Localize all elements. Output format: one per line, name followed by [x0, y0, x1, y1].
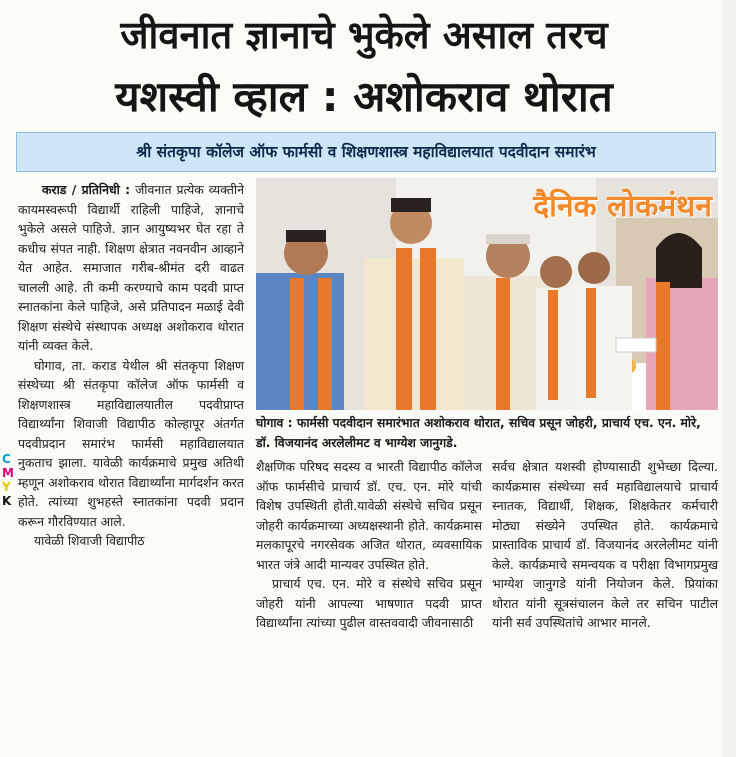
reg-mark-m: M	[2, 466, 14, 480]
article-column-3	[492, 457, 718, 633]
reg-mark-y: Y	[2, 480, 11, 494]
paragraph: यावेळी शिवाजी विद्यापीठ	[34, 533, 145, 548]
reg-mark-c: C	[2, 452, 11, 466]
reg-mark-k: K	[2, 494, 12, 508]
headline	[0, 4, 728, 128]
article-column-1	[18, 180, 244, 551]
article-column-2	[256, 457, 482, 633]
event-photo	[256, 178, 718, 410]
paragraph: शैक्षणिक परिषद सदस्य व भारती विद्यापीठ कॉलेज ऑफ फार्मसीचे प्राचार्य डॉ. एच. एन. मोरे यांची विशेष उपस्थिती होती.यावेळी संस्थेचे सचिव प्रसून जोहरी कार्यक्रमाच्या अध्यक्षस्थानी होते. कार्यक्रमास मलकापूरचे नगरसेवक अजित थोरात, व्यवसायिक भारत जंत्रे आदी मान्यवर उपस्थित होते.	[256, 459, 482, 572]
dateline: कराड / प्रतिनिधी :	[42, 182, 131, 197]
paragraph: सर्वच क्षेत्रात यशस्वी होण्यासाठी शुभेच्छा दिल्या. कार्यक्रमास संस्थेच्या सर्व महाविद्यालयाचे प्राचार्य स्नातक, विद्यार्थी, शिक्षक, शिक्षकेतर कर्मचारी मोठ्या संख्येने उपस्थित होते. कार्यक्रमाचे प्रास्ताविक प्राचार्य डॉ. विजयानंद अरलेलीमट यांनी केले. कार्यक्रमाचे समन्वयक व परीक्षा विभागप्रमुख भाग्येश जानुगडे यांनी नियोजन केले. प्रियांका थोरात यांनी सूत्रसंचालन केले तर सचिन पाटील यांनी सर्व उपस्थितांचे आभार मानले.	[492, 459, 718, 630]
paragraph: जीवनात प्रत्येक व्यक्तीने कायमस्वरूपी विद्यार्थी राहिली पाहिजे, ज्ञानाचे भुकेले असले पाहिजे. ज्ञान आयुष्यभर घेत रहा ते कधीच संपत नाही. शिक्षण क्षेत्रात नवनवीन आव्हाने येत आहेत. समाजात गरीब-श्रीमंत दरी वाढत चालली आहे. ती कमी करण्याचे काम पदवी प्राप्त स्नातकांना केले पाहिजे, असे प्रतिपादन मळाई देवी शिक्षण संस्थेचे संस्थापक अध्यक्ष अशोकराव थोरात यांनी व्यक्त केले.	[18, 182, 244, 353]
subheadline-banner: श्री संतकृपा कॉलेज ऑफ फार्मसी व शिक्षणशास्त्र महाविद्यालयात पदवीदान समारंभ	[16, 132, 716, 172]
photo-caption: घोगाव : फार्मसी पदवीदान समारंभात अशोकराव थोरात, सचिव प्रसून जोहरी, प्राचार्य एच. एन. मोरे, डॉ. विजयानंद अरलेलीमट व भाग्येश जानुगडे.	[256, 416, 701, 450]
headline-line-1: जीवनात ज्ञानाचे भुकेले असाल तरच	[120, 13, 608, 57]
paragraph: प्राचार्य एच. एन. मोरे व संस्थेचे सचिव प्रसून जोहरी यांनी आपल्या भाषणात पदवी प्राप्त विद्यार्थ्यांना त्यांच्या पुढील वास्तववादी जीवनासाठी	[256, 576, 482, 630]
paragraph: घोगाव, ता. कराड येथील श्री संतकृपा शिक्षण संस्थेच्या श्री संतकृपा कॉलेज ऑफ फार्मसी व शिक्षणशास्त्र महाविद्यालयातील पदवीप्राप्त विद्यार्थ्यांना शिवाजी विद्यापीठ कोल्हापूर अंतर्गत पदवीप्रदान समारंभ फार्मसी महाविद्यालयात नुकताच झाला. यावेळी कार्यक्रमाचे प्रमुख अतिथी म्हणून अशोकराव थोरात विद्यार्थ्यांना मार्गदर्शन करत होते. त्यांच्या शुभहस्ते स्नातकांना पदवी प्रदान करून गौरविण्यात आले.	[18, 357, 244, 529]
watermark-logo: दैनिक लोकमंथन	[533, 189, 712, 224]
headline-line-2: यशस्वी व्हाल : अशोकराव थोरात	[115, 72, 613, 121]
registration-marks	[2, 452, 14, 508]
